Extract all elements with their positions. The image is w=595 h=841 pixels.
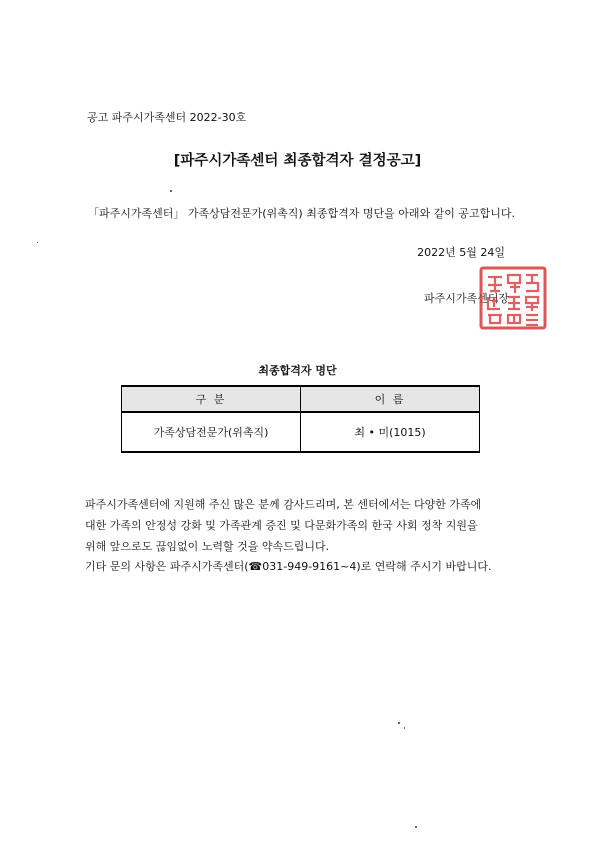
scan-speck: [170, 190, 172, 192]
scan-speck: [398, 722, 400, 724]
closing-line-4: 기타 문의 사항은 파주시가족센터(☎031-949-9161~4)로 연락해 주시기 바랍니다.: [85, 560, 492, 573]
cell-category: 가족상담전문가(위촉직): [122, 412, 301, 452]
closing-line-1: 파주시가족센터에 지원해 주신 많은 분께 감사드리며, 본 센터에서는 다양한 가족에: [85, 498, 482, 511]
column-header-category: 구 분: [122, 386, 301, 412]
closing-line-3: 위해 앞으로도 끊임없이 노력할 것을 약속드립니다.: [85, 540, 330, 553]
cell-name: 최 • 미(1015): [301, 412, 480, 452]
final-candidates-table: [121, 385, 480, 453]
table-header-row: [122, 386, 480, 412]
scan-speck: [37, 242, 38, 243]
list-title: 최종합격자 명단: [258, 364, 337, 377]
scan-speck: [415, 826, 417, 828]
issue-date: 2022년 5월 24일: [417, 246, 505, 259]
column-header-name: 이 름: [301, 386, 480, 412]
issuer-name: 파주시가족센터장: [424, 292, 510, 305]
official-seal-icon: [478, 265, 548, 331]
intro-text: 「파주시가족센터」 가족상담전문가(위촉직) 최종합격자 명단을 아래와 같이 공고합니다.: [88, 207, 515, 220]
document-title: [파주시가족센터 최종합격자 결정공고]: [173, 153, 422, 169]
table-row: [122, 412, 480, 452]
closing-line-2: 대한 가족의 안정성 강화 및 가족관계 증진 및 다문화가족의 한국 사회 정착 지원을: [85, 519, 478, 532]
scan-speck: [404, 727, 405, 729]
notice-number: 공고 파주시가족센터 2022-30호: [87, 111, 247, 124]
